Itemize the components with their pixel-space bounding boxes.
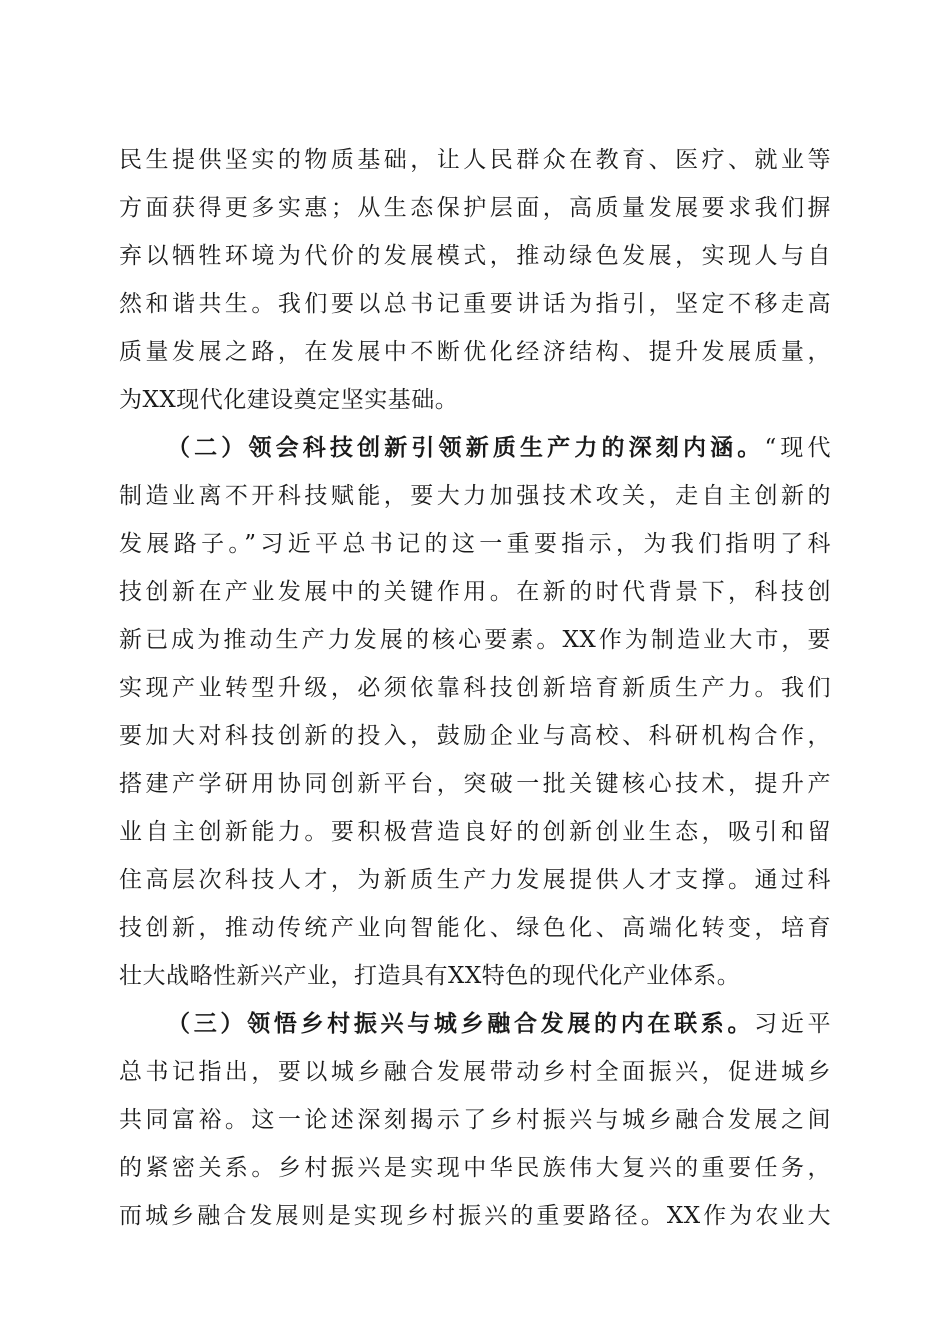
paragraph-3-line-4: 的紧密关系。乡村振兴是实现中华民族伟大复兴的重要任务， [119,1155,831,1181]
paragraph-1-line-4: 然和谐共生。我们要以总书记重要讲话为指引，坚定不移走高 [119,291,831,317]
section-heading-2: （二）领会科技创新引领新质生产力的深刻内涵。 [167,435,765,461]
paragraph-1-line-1: 民生提供坚实的物质基础，让人民群众在教育、医疗、就业等 [119,147,831,173]
paragraph-2-line-11: 技创新，推动传统产业向智能化、绿色化、高端化转变，培育 [119,915,831,941]
paragraph-2-line-1 [167,428,831,468]
section-heading-3: （三）领悟乡村振兴与城乡融合发展的内在联系。 [167,1011,755,1037]
paragraph-2-line-6: 实现产业转型升级，必须依靠科技创新培育新质生产力。我们 [119,675,831,701]
paragraph-2-line-9: 业自主创新能力。要积极营造良好的创新创业生态，吸引和留 [119,819,831,845]
paragraph-3-line-1 [167,1004,831,1044]
paragraph-3-line-1-rest: 习近平 [754,1011,831,1037]
paragraph-2-line-1-rest: “现代 [764,435,832,461]
paragraph-2-line-7: 要加大对科技创新的投入，鼓励企业与高校、科研机构合作， [119,723,831,749]
paragraph-1-line-2: 方面获得更多实惠；从生态保护层面，高质量发展要求我们摒 [119,195,831,221]
paragraph-2-line-3: 发展路子。”习近平总书记的这一重要指示，为我们指明了科 [119,531,831,557]
paragraph-2-line-4: 技创新在产业发展中的关键作用。在新的时代背景下，科技创 [119,579,831,605]
paragraph-2-line-8: 搭建产学研用协同创新平台，突破一批关键核心技术，提升产 [119,771,831,797]
paragraph-1-line-5: 质量发展之路，在发展中不断优化经济结构、提升发展质量， [119,339,831,365]
paragraph-2-line-12: 壮大战略性新兴产业，打造具有XX特色的现代化产业体系。 [119,963,741,989]
paragraph-2-line-5: 新已成为推动生产力发展的核心要素。XX作为制造业大市，要 [119,627,831,653]
paragraph-1-line-3: 弃以牺牲环境为代价的发展模式，推动绿色发展，实现人与自 [119,243,831,269]
paragraph-3-line-2: 总书记指出，要以城乡融合发展带动乡村全面振兴，促进城乡 [119,1059,831,1085]
paragraph-1-line-6: 为XX现代化建设奠定坚实基础。 [119,387,459,413]
paragraph-3-line-3: 共同富裕。这一论述深刻揭示了乡村振兴与城乡融合发展之间 [119,1107,831,1133]
paragraph-3-line-5: 而城乡融合发展则是实现乡村振兴的重要路径。XX作为农业大 [119,1203,831,1229]
paragraph-2-line-2: 制造业离不开科技赋能，要大力加强技术攻关，走自主创新的 [119,483,831,509]
paragraph-2-line-10: 住高层次科技人才，为新质生产力发展提供人才支撑。通过科 [119,867,831,893]
